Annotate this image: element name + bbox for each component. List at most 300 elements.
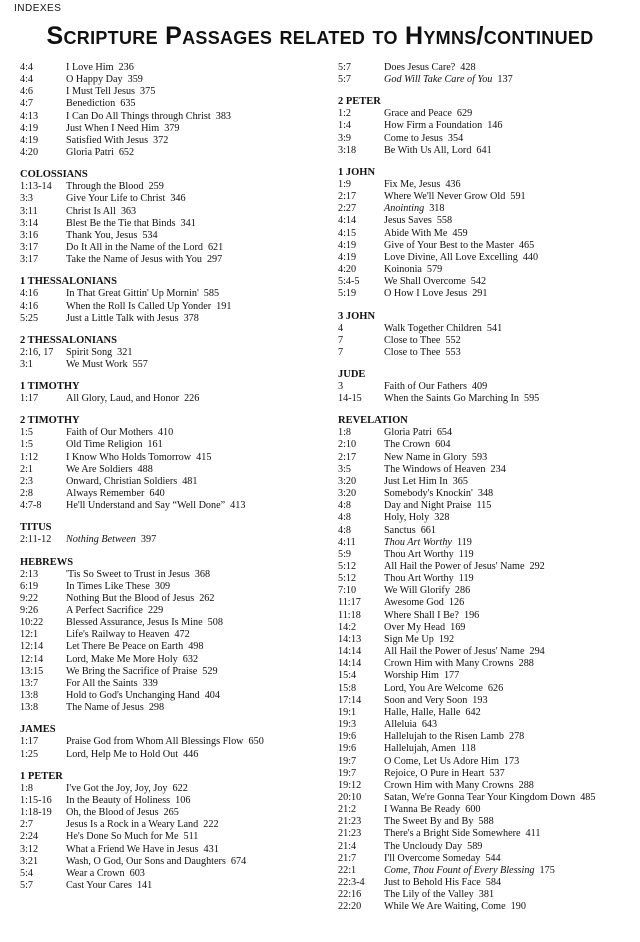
hymn-number: 175 bbox=[539, 864, 555, 876]
index-entry bbox=[338, 452, 638, 464]
index-entry bbox=[338, 646, 638, 658]
hymn-number: 409 bbox=[471, 380, 488, 392]
verse-reference: 5:12 bbox=[338, 561, 357, 572]
verse-reference: 21:4 bbox=[338, 840, 357, 852]
hymn-title: Just When I Need Him bbox=[66, 122, 160, 134]
hymn-entry bbox=[384, 288, 638, 300]
book-section bbox=[20, 522, 320, 546]
index-entry bbox=[338, 658, 638, 670]
verse-reference: 1:8 bbox=[338, 427, 352, 439]
verse-reference: 4:4 bbox=[20, 74, 34, 86]
hymn-title: When the Saints Go Marching In bbox=[384, 393, 519, 405]
hymn-entry bbox=[66, 868, 320, 880]
verse-reference: 3:17 bbox=[20, 242, 39, 254]
hymn-title: Sanctus bbox=[384, 524, 416, 536]
index-entry bbox=[20, 534, 320, 546]
verse-reference: 1:25 bbox=[20, 748, 39, 760]
hymn-number: 294 bbox=[529, 646, 545, 658]
index-entry bbox=[338, 191, 638, 203]
hymn-title: Gloria Patri bbox=[66, 147, 114, 159]
hymn-number: 585 bbox=[203, 288, 220, 300]
hymn-title: Awesome God bbox=[384, 597, 444, 609]
verse-reference: 2:27 bbox=[338, 203, 357, 215]
hymn-title: Always Remember bbox=[66, 488, 145, 500]
hymn-number: 652 bbox=[118, 147, 135, 159]
hymn-entry bbox=[384, 756, 638, 768]
hymn-entry bbox=[384, 228, 638, 240]
hymn-number: 115 bbox=[476, 500, 492, 512]
hymn-entry bbox=[66, 427, 320, 439]
hymn-entry bbox=[66, 439, 320, 451]
verse-reference: 5:7 bbox=[338, 74, 352, 86]
hymn-entry bbox=[384, 500, 638, 512]
index-entry bbox=[338, 252, 638, 264]
index-entry bbox=[20, 111, 320, 123]
hymn-number: 621 bbox=[207, 242, 224, 254]
index-entry bbox=[338, 335, 638, 347]
hymn-entry bbox=[384, 877, 638, 889]
hymn-title: Thou Art Worthy bbox=[384, 573, 454, 585]
index-entry bbox=[20, 736, 320, 748]
hymn-number: 558 bbox=[436, 215, 453, 227]
hymn-entry bbox=[66, 86, 320, 98]
hymn-entry bbox=[384, 695, 638, 707]
index-entry bbox=[20, 393, 320, 405]
hymn-entry bbox=[384, 804, 638, 816]
verse-reference: 3 bbox=[338, 380, 344, 392]
hymn-number: 354 bbox=[447, 132, 464, 144]
index-entry bbox=[20, 230, 320, 242]
book-section bbox=[20, 169, 320, 266]
index-entry bbox=[338, 816, 638, 828]
hymn-title: Faith of Our Fathers bbox=[384, 380, 467, 392]
index-entry bbox=[20, 807, 320, 819]
hymn-title: Thank You, Jesus bbox=[66, 229, 138, 241]
index-entry bbox=[20, 98, 320, 110]
hymn-number: 557 bbox=[132, 358, 148, 370]
hymn-entry bbox=[384, 561, 638, 573]
verse-reference: 4:19 bbox=[338, 251, 357, 263]
verse-reference: 5:7 bbox=[338, 62, 352, 73]
hymn-title: Jesus Is a Rock in a Weary Land bbox=[66, 819, 199, 831]
hymn-number: 600 bbox=[465, 804, 481, 816]
verse-reference: 1:8 bbox=[20, 782, 34, 794]
verse-reference: 14-15 bbox=[338, 393, 362, 405]
hymn-number: 169 bbox=[450, 621, 466, 633]
hymn-title: Where We'll Never Grow Old bbox=[384, 191, 506, 203]
index-entry bbox=[20, 856, 320, 868]
hymn-title: Christ Is All bbox=[66, 205, 116, 217]
book-heading: 2 TIMOTHY bbox=[20, 415, 80, 427]
book-section bbox=[20, 771, 320, 892]
hymn-number: 292 bbox=[529, 561, 545, 572]
index-entry bbox=[20, 593, 320, 605]
hymn-title: Oh, the Blood of Jesus bbox=[66, 807, 159, 819]
book-section bbox=[20, 276, 320, 324]
hymn-title: I Must Tell Jesus bbox=[66, 86, 135, 98]
hymn-entry bbox=[384, 264, 638, 276]
index-entry bbox=[338, 901, 638, 913]
index-entry bbox=[20, 181, 320, 193]
hymn-number: 226 bbox=[184, 393, 200, 405]
hymn-entry bbox=[384, 427, 638, 439]
hymn-entry bbox=[66, 488, 320, 500]
hymn-title: Satisfied With Jesus bbox=[66, 134, 149, 146]
verse-reference: 5:4-5 bbox=[338, 276, 360, 288]
verse-reference: 9:22 bbox=[20, 592, 39, 604]
verse-reference: 1:18-19 bbox=[20, 807, 52, 819]
hymn-entry bbox=[384, 768, 638, 780]
hymn-number: 141 bbox=[136, 879, 153, 891]
hymn-title: Give Your Life to Christ bbox=[66, 193, 166, 205]
hymn-title: Koinonia bbox=[384, 264, 422, 276]
hymn-number: 119 bbox=[456, 536, 472, 548]
hymn-title: Through the Blood bbox=[66, 181, 144, 193]
hymn-title: Cast Your Cares bbox=[66, 879, 132, 891]
hymn-entry bbox=[384, 707, 638, 719]
hymn-number: 588 bbox=[478, 816, 494, 828]
hymn-title: Crown Him with Many Crowns bbox=[384, 779, 514, 791]
hymn-number: 640 bbox=[149, 488, 165, 500]
hymn-number: 641 bbox=[476, 144, 492, 156]
hymn-entry bbox=[66, 702, 320, 714]
hymn-entry bbox=[66, 880, 320, 892]
index-entry bbox=[338, 145, 638, 157]
verse-reference: 5:9 bbox=[338, 548, 352, 560]
hymn-title: Nothing Between bbox=[66, 534, 136, 546]
index-entry bbox=[20, 74, 320, 86]
index-entry bbox=[20, 617, 320, 629]
index-entry bbox=[20, 795, 320, 807]
hymn-entry bbox=[66, 666, 320, 678]
verse-reference: 19:7 bbox=[338, 755, 357, 767]
index-entry bbox=[338, 780, 638, 792]
hymn-number: 106 bbox=[175, 794, 191, 806]
hymn-entry bbox=[384, 215, 638, 227]
hymn-title: Day and Night Praise bbox=[384, 500, 472, 512]
verse-reference: 14:13 bbox=[338, 633, 362, 645]
hymn-entry bbox=[384, 133, 638, 145]
hymn-number: 161 bbox=[147, 439, 163, 451]
index-entry bbox=[338, 731, 638, 743]
verse-reference: 5:7 bbox=[20, 879, 34, 891]
hymn-entry bbox=[384, 816, 638, 828]
hymn-title: Does Jesus Care? bbox=[384, 62, 456, 73]
hymn-title: Thou Art Worthy bbox=[384, 536, 452, 548]
verse-reference: 3:16 bbox=[20, 229, 39, 241]
hymn-title: What a Friend We Have in Jesus bbox=[66, 843, 199, 855]
index-entry bbox=[338, 622, 638, 634]
hymn-title: All Glory, Laud, and Honor bbox=[66, 393, 180, 405]
book-section bbox=[338, 415, 638, 913]
hymn-entry bbox=[66, 534, 320, 546]
index-entry bbox=[20, 880, 320, 892]
hymn-number: 288 bbox=[518, 658, 534, 670]
hymn-title: We Shall Overcome bbox=[384, 276, 466, 288]
hymn-number: 488 bbox=[137, 463, 153, 475]
hymn-number: 146 bbox=[487, 120, 503, 132]
hymn-title: Let There Be Peace on Earth bbox=[66, 641, 184, 653]
hymn-entry bbox=[384, 865, 638, 877]
hymn-entry bbox=[66, 111, 320, 123]
hymn-number: 191 bbox=[216, 300, 232, 312]
index-entry bbox=[20, 86, 320, 98]
index-entry bbox=[338, 288, 638, 300]
hymn-title: Close to Thee bbox=[384, 334, 441, 346]
index-entry bbox=[338, 670, 638, 682]
index-entry bbox=[20, 147, 320, 159]
hymn-number: 379 bbox=[164, 122, 180, 134]
hymn-title: Anointing bbox=[384, 203, 425, 215]
book-heading: 1 TIMOTHY bbox=[20, 381, 80, 393]
book-heading: 1 PETER bbox=[20, 770, 63, 782]
hymn-entry bbox=[384, 476, 638, 488]
verse-reference: 21:23 bbox=[338, 816, 362, 828]
verse-reference: 12:14 bbox=[20, 653, 44, 665]
verse-reference: 22:3-4 bbox=[338, 877, 365, 889]
hymn-title: All Hail the Power of Jesus' Name bbox=[384, 646, 525, 658]
hymn-title: Gloria Patri bbox=[384, 427, 432, 439]
verse-reference: 3:18 bbox=[338, 144, 357, 156]
verse-reference: 3:11 bbox=[20, 205, 38, 217]
hymn-number: 126 bbox=[448, 597, 465, 609]
verse-reference: 22:1 bbox=[338, 864, 357, 876]
hymn-entry bbox=[384, 792, 638, 804]
hymn-number: 297 bbox=[206, 254, 223, 266]
hymn-entry bbox=[384, 597, 638, 609]
hymn-entry bbox=[384, 573, 638, 585]
hymn-entry bbox=[66, 654, 320, 666]
index-entry bbox=[338, 610, 638, 622]
hymn-number: 378 bbox=[183, 312, 199, 324]
hymn-entry bbox=[66, 500, 320, 512]
hymn-number: 511 bbox=[183, 831, 199, 843]
hymn-number: 589 bbox=[467, 840, 483, 852]
hymn-number: 534 bbox=[142, 229, 158, 241]
index-entry bbox=[20, 488, 320, 500]
verse-reference: 1:4 bbox=[338, 120, 352, 132]
verse-reference: 3:5 bbox=[338, 463, 352, 475]
hymn-title: Faith of Our Mothers bbox=[66, 427, 153, 439]
hymn-number: 604 bbox=[435, 439, 451, 451]
index-entry bbox=[338, 756, 638, 768]
hymn-entry bbox=[66, 98, 320, 110]
hymn-title: Crown Him with Many Crowns bbox=[384, 658, 514, 670]
hymn-number: 339 bbox=[142, 677, 158, 689]
verse-reference: 12:14 bbox=[20, 641, 44, 653]
hymn-entry bbox=[384, 203, 638, 215]
hymn-title: O Happy Day bbox=[66, 74, 123, 86]
verse-reference: 4:4 bbox=[20, 62, 34, 73]
hymn-title: God Will Take Care of You bbox=[384, 74, 493, 86]
hymn-entry bbox=[384, 889, 638, 901]
hymn-number: 661 bbox=[420, 524, 436, 536]
verse-reference: 4:15 bbox=[338, 227, 357, 239]
hymn-entry bbox=[66, 347, 320, 359]
hymn-number: 318 bbox=[429, 203, 445, 215]
hymn-entry bbox=[384, 731, 638, 743]
verse-reference: 1:17 bbox=[20, 736, 39, 748]
hymn-number: 137 bbox=[497, 74, 513, 86]
verse-reference: 7 bbox=[338, 334, 344, 346]
verse-reference: 13:8 bbox=[20, 702, 39, 714]
hymn-number: 190 bbox=[510, 901, 526, 913]
verse-reference: 4:20 bbox=[338, 264, 357, 276]
index-entry bbox=[338, 108, 638, 120]
index-entry bbox=[338, 743, 638, 755]
hymn-entry bbox=[384, 525, 638, 537]
index-entry bbox=[20, 749, 320, 761]
verse-reference: 4 bbox=[338, 322, 344, 334]
hymn-number: 593 bbox=[471, 451, 488, 463]
verse-reference: 12:1 bbox=[20, 629, 39, 641]
hymn-title: Hallelujah to the Risen Lamb bbox=[384, 731, 504, 743]
hymn-entry bbox=[384, 335, 638, 347]
hymn-title: Thou Art Worthy bbox=[384, 548, 454, 560]
verse-reference: 22:20 bbox=[338, 901, 362, 913]
hymn-entry bbox=[384, 622, 638, 634]
hymn-title: The Crown bbox=[384, 439, 431, 451]
hymn-entry bbox=[384, 537, 638, 549]
hymn-title: Abide With Me bbox=[384, 227, 448, 239]
verse-reference: 2:3 bbox=[20, 475, 34, 487]
hymn-number: 579 bbox=[426, 264, 443, 276]
verse-reference: 1:9 bbox=[338, 178, 352, 190]
hymn-title: The Uncloudy Day bbox=[384, 840, 463, 852]
hymn-entry bbox=[384, 62, 638, 74]
verse-reference: 4:11 bbox=[338, 536, 356, 548]
hymn-entry bbox=[66, 242, 320, 254]
hymn-entry bbox=[66, 393, 320, 405]
hymn-title: Over My Head bbox=[384, 621, 446, 633]
verse-reference: 21:23 bbox=[338, 828, 362, 840]
verse-reference: 15:8 bbox=[338, 682, 357, 694]
index-entry bbox=[338, 381, 638, 393]
hymn-number: 288 bbox=[518, 779, 534, 791]
index-entry bbox=[338, 500, 638, 512]
hymn-number: 415 bbox=[196, 451, 212, 463]
hymn-number: 626 bbox=[487, 682, 504, 694]
hymn-title: I Wanna Be Ready bbox=[384, 804, 461, 816]
index-entry bbox=[20, 254, 320, 266]
book-section bbox=[20, 557, 320, 715]
hymn-number: 459 bbox=[452, 227, 468, 239]
hymn-number: 234 bbox=[490, 463, 506, 475]
hymn-title: Soon and Very Soon bbox=[384, 694, 468, 706]
verse-reference: 3:1 bbox=[20, 358, 34, 370]
index-entry bbox=[20, 313, 320, 325]
verse-reference: 1:12 bbox=[20, 451, 39, 463]
hymn-number: 553 bbox=[445, 346, 461, 358]
verse-reference: 19:6 bbox=[338, 731, 357, 743]
hymn-number: 591 bbox=[510, 191, 526, 203]
hymn-entry bbox=[66, 749, 320, 761]
hymn-number: 650 bbox=[248, 736, 264, 748]
hymn-number: 537 bbox=[489, 767, 505, 779]
index-entry bbox=[20, 427, 320, 439]
running-header: INDEXES bbox=[14, 3, 62, 14]
hymn-entry bbox=[66, 464, 320, 476]
hymn-title: When the Roll Is Called Up Yonder bbox=[66, 300, 212, 312]
verse-reference: 2:17 bbox=[338, 451, 357, 463]
verse-reference: 4:19 bbox=[338, 239, 357, 251]
hymn-number: 348 bbox=[477, 488, 494, 500]
hymn-entry bbox=[384, 670, 638, 682]
hymn-number: 286 bbox=[454, 585, 471, 597]
verse-reference: 2:11-12 bbox=[20, 534, 52, 546]
hymn-title: Onward, Christian Soldiers bbox=[66, 475, 178, 487]
hymn-title: Wear a Crown bbox=[66, 867, 125, 879]
verse-reference: 22:16 bbox=[338, 889, 362, 901]
hymn-title: Just to Behold His Face bbox=[384, 877, 481, 889]
hymn-number: 363 bbox=[120, 205, 137, 217]
book-heading: 1 THESSALONIANS bbox=[20, 276, 117, 288]
verse-reference: 1:13-14 bbox=[20, 181, 52, 193]
hymn-entry bbox=[66, 641, 320, 653]
hymn-number: 552 bbox=[445, 334, 461, 346]
hymn-title: Spirit Song bbox=[66, 346, 113, 358]
index-entry bbox=[338, 323, 638, 335]
hymn-number: 291 bbox=[472, 288, 488, 300]
verse-reference: 4:13 bbox=[20, 110, 39, 122]
index-entry bbox=[338, 133, 638, 145]
hymn-entry bbox=[66, 629, 320, 641]
hymn-title: Praise God from Whom All Blessings Flow bbox=[66, 736, 244, 748]
index-entry bbox=[338, 841, 638, 853]
verse-reference: 2:16, 17 bbox=[20, 346, 54, 358]
hymn-entry bbox=[384, 634, 638, 646]
index-entry bbox=[20, 844, 320, 856]
index-entry bbox=[20, 690, 320, 702]
hymn-number: 485 bbox=[580, 791, 596, 803]
index-entry bbox=[338, 792, 638, 804]
hymn-title: Benediction bbox=[66, 98, 116, 110]
hymn-number: 119 bbox=[458, 573, 474, 585]
hymn-title: Just Let Him In bbox=[384, 475, 448, 487]
hymn-entry bbox=[66, 569, 320, 581]
hymn-number: 542 bbox=[470, 276, 487, 288]
index-entry bbox=[338, 464, 638, 476]
index-entry bbox=[338, 120, 638, 132]
hymn-title: Somebody's Knockin' bbox=[384, 488, 473, 500]
hymn-title: Rejoice, O Pure in Heart bbox=[384, 767, 485, 779]
index-entry bbox=[20, 347, 320, 359]
hymn-number: 262 bbox=[199, 592, 215, 604]
index-entry bbox=[338, 573, 638, 585]
hymn-title: We Are Soldiers bbox=[66, 463, 133, 475]
hymn-entry bbox=[66, 605, 320, 617]
hymn-title: Walk Together Children bbox=[384, 322, 482, 334]
verse-reference: 3:12 bbox=[20, 843, 39, 855]
hymn-number: 298 bbox=[148, 702, 165, 714]
verse-reference: 4:8 bbox=[338, 500, 352, 512]
verse-reference: 10:22 bbox=[20, 617, 44, 629]
index-entry bbox=[20, 581, 320, 593]
hymn-title: Love Divine, All Love Excelling bbox=[384, 251, 518, 263]
hymn-entry bbox=[384, 780, 638, 792]
verse-reference: 14:14 bbox=[338, 646, 362, 658]
hymn-number: 259 bbox=[148, 181, 164, 193]
hymn-title: Hallelujah, Amen bbox=[384, 743, 456, 755]
hymn-entry bbox=[66, 181, 320, 193]
book-heading: JAMES bbox=[20, 724, 56, 736]
hymn-title: Give of Your Best to the Master bbox=[384, 239, 514, 251]
hymn-entry bbox=[384, 464, 638, 476]
hymn-entry bbox=[384, 439, 638, 451]
hymn-entry bbox=[66, 736, 320, 748]
verse-reference: 6:19 bbox=[20, 580, 39, 592]
hymn-title: Just a Little Talk with Jesus bbox=[66, 312, 179, 324]
